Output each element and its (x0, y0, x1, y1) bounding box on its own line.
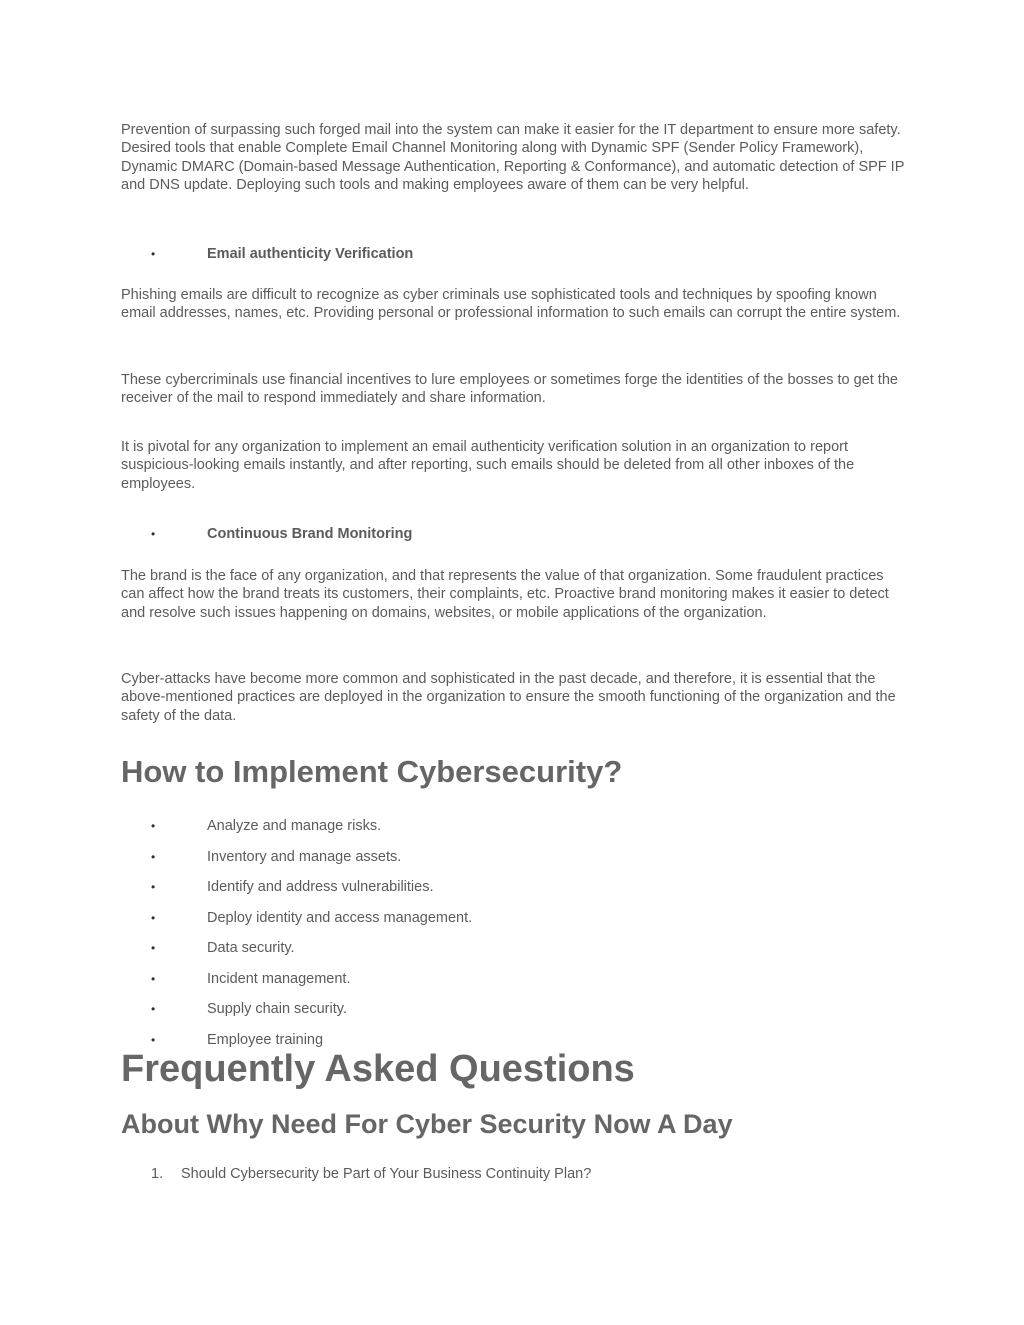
subheading-brand-monitoring: Continuous Brand Monitoring (207, 526, 413, 542)
list-item-text: Identify and address vulnerabilities. (207, 879, 434, 895)
faq-item-number: 1. (151, 1166, 164, 1182)
list-item-text: Incident management. (207, 970, 351, 987)
bullet-icon: • (151, 880, 156, 894)
paragraph-email-tools: Prevention of surpassing such forged mail into the system can make it easier for the IT department to ensure more safety. Desired tools that enable Complete Email Channel Monitoring along with Dynamic SPF (Sender Policy Framework), Dynamic DMARC (Domain-based Message Authentication, Reporting & Conformance), and automatic detection of SPF IP and DNS update. Deploying such tools and making employees aware of them can be very helpful. (121, 122, 905, 193)
bullet-icon: • (151, 849, 156, 864)
list-item-text: Employee training (207, 1031, 324, 1048)
bullet-icon: • (151, 941, 156, 955)
paragraph-verification-solution: It is pivotal for any organization to implement an email authenticity verification solution in an organization to report suspicious-looking emails instantly, and after reporting, such emails should be deleted from all other inboxes of the employees. (121, 439, 855, 492)
list-item-text: Deploy identity and access management. (207, 909, 473, 926)
heading-faq: Frequently Asked Questions (121, 1048, 635, 1090)
list-item-text: Inventory and manage assets. (207, 848, 402, 865)
list-item-text: Analyze and manage risks. (207, 818, 382, 834)
subheading-email-authenticity: Email authenticity Verification (207, 246, 414, 262)
paragraph-cybercriminals: These cybercriminals use financial incentives to lure employees or sometimes forge the identities of the bosses to get the receiver of the mail to respond immediately and share information. (121, 372, 898, 407)
bullet-icon: • (151, 1002, 156, 1016)
paragraph-brand: The brand is the face of any organization, and that represents the value of that organization. Some fraudulent practices can affect how the brand treats its customers, their complaints, etc. Proactive brand monitoring makes it easier to detect and resolve such issues happening on domains, websites, or mobile applications of the organization. (121, 568, 889, 621)
faq-item-text: Should Cybersecurity be Part of Your Business Continuity Plan? (181, 1166, 592, 1182)
bullet-icon: • (151, 971, 156, 986)
bullet-icon: • (151, 819, 156, 833)
heading-how-to-implement: How to Implement Cybersecurity? (121, 754, 623, 789)
bullet-icon: • (151, 527, 156, 541)
subheading-faq: About Why Need For Cyber Security Now A Day (121, 1109, 733, 1139)
list-item-text: Data security. (207, 940, 295, 956)
list-item-text: Supply chain security. (207, 1001, 347, 1017)
bullet-icon: • (151, 910, 156, 925)
bullet-icon: • (151, 1032, 156, 1047)
bullet-icon: • (151, 247, 156, 261)
paragraph-phishing: Phishing emails are difficult to recognize as cyber criminals use sophisticated tools and techniques by spoofing known email addresses, names, etc. Providing personal or professional information to such emails can corrupt the entire system. (121, 287, 901, 322)
paragraph-cyber-attacks: Cyber-attacks have become more common and sophisticated in the past decade, and therefore, it is essential that the above-mentioned practices are deployed in the organization to ensure the smooth functioning of the organization and the safety of the data. (121, 671, 896, 724)
